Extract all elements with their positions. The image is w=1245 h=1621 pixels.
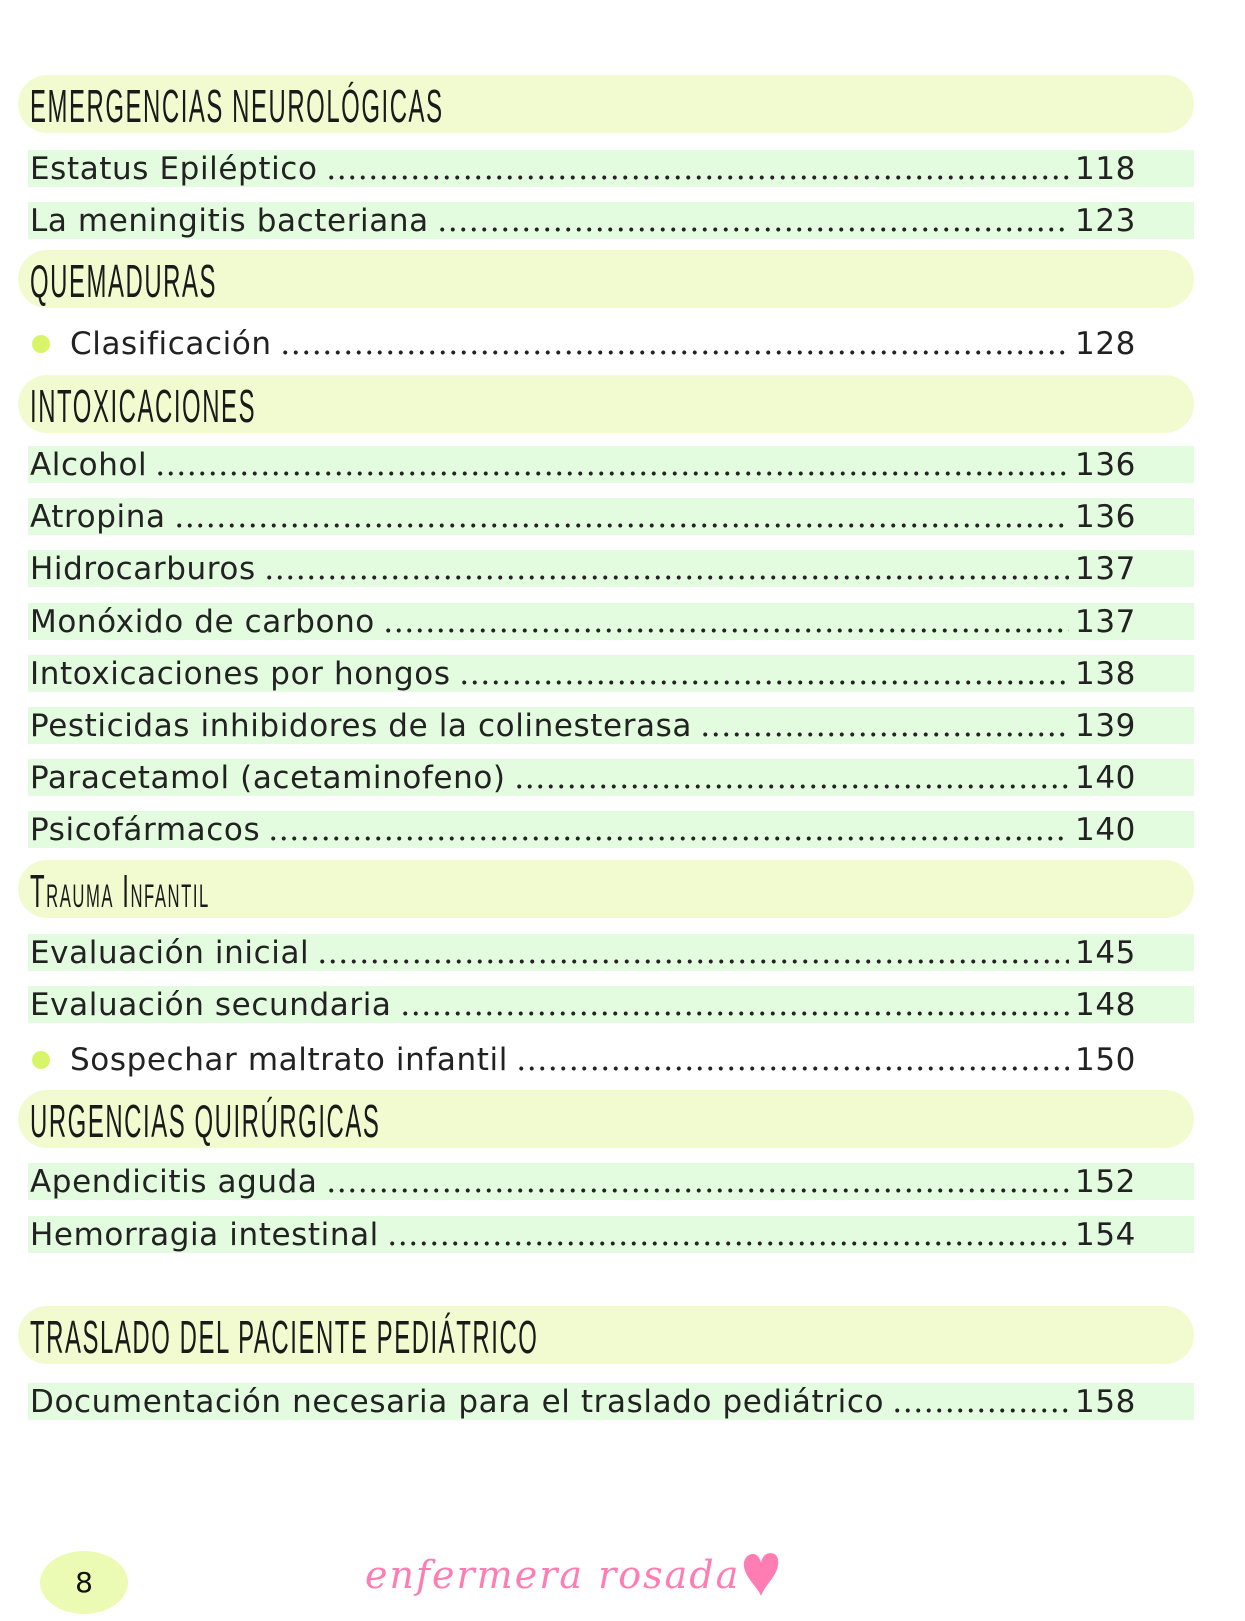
entry-label: Hidrocarburos bbox=[30, 550, 256, 587]
entry-label: Documentación necesaria para el traslado pediátrico bbox=[30, 1383, 885, 1420]
entry-label: Evaluación secundaria bbox=[30, 986, 392, 1023]
dot-leader bbox=[459, 655, 1069, 692]
toc-entry[interactable] bbox=[28, 759, 1194, 796]
entry-label: Evaluación inicial bbox=[30, 934, 310, 971]
dot-leader bbox=[516, 1041, 1069, 1078]
section-heading-trauma-infantil bbox=[18, 860, 1194, 918]
dot-leader bbox=[326, 1163, 1069, 1200]
entry-page-number: 158 bbox=[1075, 1383, 1136, 1420]
brand-signature bbox=[365, 1545, 780, 1605]
section-title: EMERGENCIAS NEUROLÓGICAS bbox=[30, 80, 444, 132]
dot-leader bbox=[437, 202, 1069, 239]
section-title: URGENCIAS QUIRÚRGICAS bbox=[30, 1095, 381, 1147]
dot-leader bbox=[383, 603, 1069, 640]
dot-leader bbox=[700, 707, 1069, 744]
section-heading-quemaduras bbox=[18, 250, 1194, 308]
entry-label: La meningitis bacteriana bbox=[30, 202, 429, 239]
entry-label: Estatus Epiléptico bbox=[30, 150, 318, 187]
entry-page-number: 138 bbox=[1075, 655, 1136, 692]
entry-page-number: 154 bbox=[1075, 1216, 1136, 1253]
entry-label: Sospechar maltrato infantil bbox=[70, 1041, 508, 1078]
toc-entry[interactable] bbox=[28, 811, 1194, 848]
entry-page-number: 152 bbox=[1075, 1163, 1136, 1200]
page-number: 8 bbox=[75, 1566, 93, 1599]
dot-leader bbox=[387, 1216, 1069, 1253]
dot-leader bbox=[264, 550, 1069, 587]
toc-entry-bulleted[interactable] bbox=[28, 1041, 1194, 1078]
toc-entry[interactable] bbox=[28, 446, 1194, 483]
entry-page-number: 137 bbox=[1075, 603, 1136, 640]
bullet-icon bbox=[32, 1051, 50, 1069]
section-title: Trauma Infantil bbox=[30, 865, 210, 917]
entry-page-number: 140 bbox=[1075, 811, 1136, 848]
entry-label: Clasificación bbox=[70, 325, 272, 362]
entry-label: Pesticidas inhibidores de la colinesterasa bbox=[30, 707, 693, 744]
section-title: QUEMADURAS bbox=[30, 255, 218, 307]
signature-text: enfermera rosada bbox=[365, 1553, 741, 1597]
dot-leader bbox=[268, 811, 1069, 848]
entry-page-number: 136 bbox=[1075, 446, 1136, 483]
entry-page-number: 128 bbox=[1075, 325, 1136, 362]
entry-page-number: 123 bbox=[1075, 202, 1136, 239]
dot-leader bbox=[892, 1383, 1069, 1420]
entry-label: Atropina bbox=[30, 498, 166, 535]
entry-label: Monóxido de carbono bbox=[30, 603, 375, 640]
entry-label: Psicofármacos bbox=[30, 811, 261, 848]
entry-label: Paracetamol (acetaminofeno) bbox=[30, 759, 506, 796]
toc-entry[interactable] bbox=[28, 1163, 1194, 1200]
toc-entry[interactable] bbox=[28, 655, 1194, 692]
toc-entry[interactable] bbox=[28, 1216, 1194, 1253]
section-heading-emergencias-neurologicas bbox=[18, 75, 1194, 133]
entry-page-number: 140 bbox=[1075, 759, 1136, 796]
toc-entry[interactable] bbox=[28, 707, 1194, 744]
toc-entry[interactable] bbox=[28, 498, 1194, 535]
entry-page-number: 118 bbox=[1075, 150, 1136, 187]
dot-leader bbox=[400, 986, 1070, 1023]
dot-leader bbox=[326, 150, 1070, 187]
toc-entry[interactable] bbox=[28, 150, 1194, 187]
entry-page-number: 139 bbox=[1075, 707, 1136, 744]
section-heading-urgencias-quirurgicas bbox=[18, 1090, 1194, 1148]
dot-leader bbox=[514, 759, 1069, 796]
toc-entry[interactable] bbox=[28, 603, 1194, 640]
dot-leader bbox=[280, 325, 1069, 362]
toc-entry-bulleted[interactable] bbox=[28, 325, 1194, 362]
entry-label: Alcohol bbox=[30, 446, 148, 483]
toc-entry[interactable] bbox=[28, 550, 1194, 587]
bullet-icon bbox=[32, 335, 50, 353]
section-heading-traslado-paciente-pediatrico bbox=[18, 1306, 1194, 1364]
toc-entry[interactable] bbox=[28, 202, 1194, 239]
entry-label: Intoxicaciones por hongos bbox=[30, 655, 451, 692]
entry-label: Hemorragia intestinal bbox=[30, 1216, 379, 1253]
dot-leader bbox=[155, 446, 1069, 483]
entry-page-number: 145 bbox=[1075, 934, 1136, 971]
section-heading-intoxicaciones bbox=[18, 375, 1194, 433]
toc-entry[interactable] bbox=[28, 986, 1194, 1023]
toc-entry[interactable] bbox=[28, 934, 1194, 971]
dot-leader bbox=[317, 934, 1069, 971]
entry-page-number: 136 bbox=[1075, 498, 1136, 535]
dot-leader bbox=[174, 498, 1069, 535]
heart-icon bbox=[742, 1552, 780, 1598]
section-title: TRASLADO DEL PACIENTE PEDIÁTRICO bbox=[30, 1311, 539, 1363]
section-title: INTOXICACIONES bbox=[30, 380, 257, 432]
page-number-badge bbox=[40, 1551, 128, 1614]
entry-page-number: 150 bbox=[1075, 1041, 1136, 1078]
entry-label: Apendicitis aguda bbox=[30, 1163, 318, 1200]
entry-page-number: 137 bbox=[1075, 550, 1136, 587]
toc-entry[interactable] bbox=[28, 1383, 1194, 1420]
entry-page-number: 148 bbox=[1075, 986, 1136, 1023]
